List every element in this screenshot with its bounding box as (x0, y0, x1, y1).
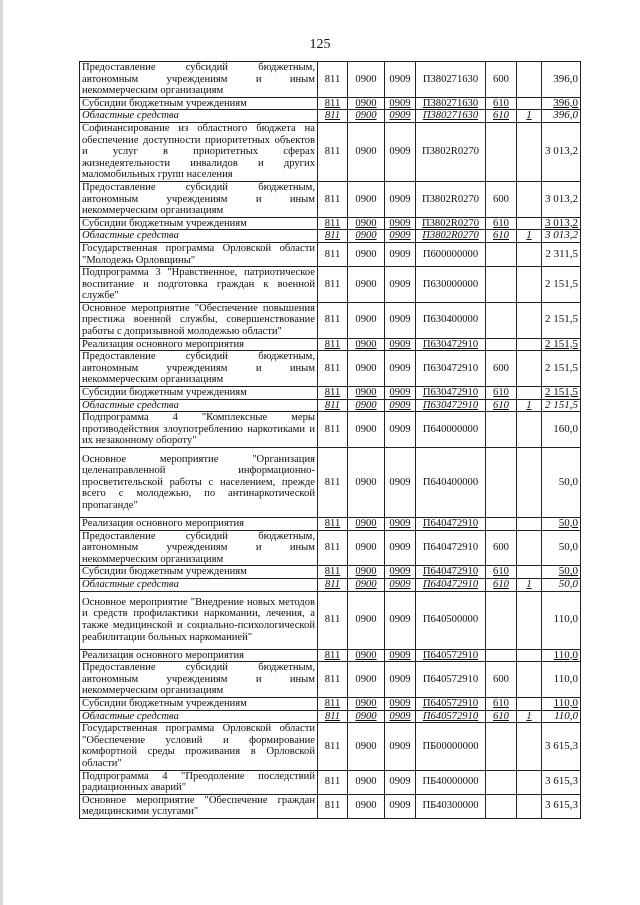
fund-source-code: 1 (517, 399, 542, 412)
table-row (80, 518, 581, 531)
target-article-code: П630472910 (416, 351, 486, 387)
row-name: Подпрограмма 4 "Преодоление последствий радиационных аварий" (80, 770, 318, 794)
fund-source-code (517, 267, 542, 303)
grbs-code: 811 (318, 770, 348, 794)
grbs-code: 811 (318, 530, 348, 566)
target-article-code: П640472910 (416, 578, 486, 591)
amount: 160,0 (542, 412, 581, 448)
row-name: Предоставление субсидий бюджетным, автономным учреждениям и иным некоммерческим организациям (80, 351, 318, 387)
grbs-code: 811 (318, 351, 348, 387)
amount: 3 013,2 (542, 217, 581, 230)
expense-type-code: 610 (486, 399, 517, 412)
row-name: Областные средства (80, 710, 318, 723)
amount: 396,0 (542, 62, 581, 98)
subsection-code: 0909 (385, 242, 416, 266)
budget-table (79, 61, 581, 819)
target-article-code: П380271630 (416, 97, 486, 110)
subsection-code: 0909 (385, 351, 416, 387)
amount: 110,0 (542, 649, 581, 662)
target-article-code: П640000000 (416, 412, 486, 448)
section-code: 0900 (348, 242, 385, 266)
subsection-code: 0909 (385, 578, 416, 591)
table-row (80, 338, 581, 351)
grbs-code: 811 (318, 578, 348, 591)
subsection-code: 0909 (385, 697, 416, 710)
table-row (80, 662, 581, 698)
fund-source-code (517, 566, 542, 579)
subsection-code: 0909 (385, 649, 416, 662)
expense-type-code: 610 (486, 230, 517, 243)
section-code: 0900 (348, 97, 385, 110)
grbs-code: 811 (318, 97, 348, 110)
row-name: Подпрограмма 4 "Комплексные меры противодействия злоупотреблению наркотиками и их незаконному обороту" (80, 412, 318, 448)
expense-type-code: 610 (486, 97, 517, 110)
target-article-code: П3802R0270 (416, 122, 486, 181)
subsection-code: 0909 (385, 448, 416, 518)
expense-type-code: 600 (486, 62, 517, 98)
row-name: Предоставление субсидий бюджетным, автономным учреждениям и иным некоммерческим организациям (80, 662, 318, 698)
section-code: 0900 (348, 302, 385, 338)
grbs-code: 811 (318, 217, 348, 230)
fund-source-code: 1 (517, 110, 542, 123)
expense-type-code: 600 (486, 530, 517, 566)
table-row (80, 62, 581, 98)
table-row (80, 794, 581, 818)
section-code: 0900 (348, 662, 385, 698)
expense-type-code: 610 (486, 110, 517, 123)
amount: 3 615,3 (542, 794, 581, 818)
table-row (80, 770, 581, 794)
subsection-code: 0909 (385, 97, 416, 110)
subsection-code: 0909 (385, 387, 416, 400)
row-name: Реализация основного мероприятия (80, 338, 318, 351)
section-code: 0900 (348, 399, 385, 412)
fund-source-code: 1 (517, 230, 542, 243)
section-code: 0900 (348, 62, 385, 98)
row-name: Областные средства (80, 230, 318, 243)
expense-type-code (486, 338, 517, 351)
amount: 110,0 (542, 591, 581, 649)
row-name: Субсидии бюджетным учреждениям (80, 697, 318, 710)
grbs-code: 811 (318, 662, 348, 698)
section-code: 0900 (348, 230, 385, 243)
amount: 110,0 (542, 697, 581, 710)
fund-source-code (517, 302, 542, 338)
table-row (80, 723, 581, 770)
grbs-code: 811 (318, 387, 348, 400)
target-article-code: П630472910 (416, 399, 486, 412)
expense-type-code (486, 649, 517, 662)
fund-source-code (517, 794, 542, 818)
target-article-code: ПБ40000000 (416, 770, 486, 794)
fund-source-code (517, 649, 542, 662)
expense-type-code (486, 242, 517, 266)
section-code: 0900 (348, 122, 385, 181)
grbs-code: 811 (318, 697, 348, 710)
subsection-code: 0909 (385, 770, 416, 794)
amount: 2 151,5 (542, 387, 581, 400)
amount: 3 615,3 (542, 770, 581, 794)
subsection-code: 0909 (385, 267, 416, 303)
fund-source-code: 1 (517, 578, 542, 591)
row-name: Основное мероприятие "Обеспечение повышения престижа военной службы, совершенствование работы с допризывной молодежью области" (80, 302, 318, 338)
expense-type-code (486, 412, 517, 448)
section-code: 0900 (348, 181, 385, 217)
section-code: 0900 (348, 387, 385, 400)
expense-type-code (486, 591, 517, 649)
section-code: 0900 (348, 578, 385, 591)
amount: 2 311,5 (542, 242, 581, 266)
subsection-code: 0909 (385, 662, 416, 698)
grbs-code: 811 (318, 723, 348, 770)
expense-type-code (486, 770, 517, 794)
expense-type-code (486, 448, 517, 518)
row-name: Областные средства (80, 578, 318, 591)
expense-type-code (486, 122, 517, 181)
subsection-code: 0909 (385, 710, 416, 723)
row-name: Областные средства (80, 110, 318, 123)
row-name: Субсидии бюджетным учреждениям (80, 566, 318, 579)
subsection-code: 0909 (385, 794, 416, 818)
amount: 50,0 (542, 448, 581, 518)
grbs-code: 811 (318, 566, 348, 579)
amount: 2 151,5 (542, 267, 581, 303)
section-code: 0900 (348, 566, 385, 579)
grbs-code: 811 (318, 110, 348, 123)
subsection-code: 0909 (385, 217, 416, 230)
expense-type-code: 600 (486, 662, 517, 698)
expense-type-code: 600 (486, 351, 517, 387)
section-code: 0900 (348, 591, 385, 649)
target-article-code: П640472910 (416, 566, 486, 579)
target-article-code: П640572910 (416, 697, 486, 710)
amount: 50,0 (542, 566, 581, 579)
subsection-code: 0909 (385, 518, 416, 531)
target-article-code: П600000000 (416, 242, 486, 266)
fund-source-code (517, 770, 542, 794)
scan-edge (0, 0, 3, 905)
table-row (80, 110, 581, 123)
target-article-code: П380271630 (416, 62, 486, 98)
grbs-code: 811 (318, 399, 348, 412)
target-article-code: П640500000 (416, 591, 486, 649)
fund-source-code (517, 448, 542, 518)
grbs-code: 811 (318, 242, 348, 266)
amount: 396,0 (542, 97, 581, 110)
grbs-code: 811 (318, 518, 348, 531)
table-row (80, 578, 581, 591)
fund-source-code (517, 530, 542, 566)
amount: 110,0 (542, 662, 581, 698)
section-code: 0900 (348, 448, 385, 518)
target-article-code: ПБ00000000 (416, 723, 486, 770)
row-name: Субсидии бюджетным учреждениям (80, 217, 318, 230)
target-article-code: П3802R0270 (416, 181, 486, 217)
amount: 50,0 (542, 530, 581, 566)
table-row (80, 697, 581, 710)
section-code: 0900 (348, 412, 385, 448)
amount: 2 151,5 (542, 338, 581, 351)
subsection-code: 0909 (385, 399, 416, 412)
expense-type-code (486, 518, 517, 531)
table-row (80, 302, 581, 338)
row-name: Предоставление субсидий бюджетным, автономным учреждениям и иным некоммерческим организациям (80, 62, 318, 98)
target-article-code: ПБ40300000 (416, 794, 486, 818)
grbs-code: 811 (318, 412, 348, 448)
grbs-code: 811 (318, 302, 348, 338)
section-code: 0900 (348, 518, 385, 531)
fund-source-code: 1 (517, 710, 542, 723)
section-code: 0900 (348, 217, 385, 230)
subsection-code: 0909 (385, 122, 416, 181)
amount: 3 615,3 (542, 723, 581, 770)
section-code: 0900 (348, 770, 385, 794)
section-code: 0900 (348, 697, 385, 710)
section-code: 0900 (348, 649, 385, 662)
table-row (80, 649, 581, 662)
expense-type-code: 610 (486, 566, 517, 579)
target-article-code: П640572910 (416, 649, 486, 662)
section-code: 0900 (348, 530, 385, 566)
fund-source-code (517, 181, 542, 217)
section-code: 0900 (348, 794, 385, 818)
subsection-code: 0909 (385, 181, 416, 217)
grbs-code: 811 (318, 181, 348, 217)
grbs-code: 811 (318, 122, 348, 181)
fund-source-code (517, 662, 542, 698)
amount: 110,0 (542, 710, 581, 723)
expense-type-code: 610 (486, 387, 517, 400)
section-code: 0900 (348, 338, 385, 351)
section-code: 0900 (348, 267, 385, 303)
amount: 3 013,2 (542, 230, 581, 243)
row-name: Субсидии бюджетным учреждениям (80, 97, 318, 110)
fund-source-code (517, 122, 542, 181)
row-name: Государственная программа Орловской области "Обеспечение условий и формирование комфортной среды проживания в Орловской области" (80, 723, 318, 770)
fund-source-code (517, 591, 542, 649)
expense-type-code (486, 794, 517, 818)
fund-source-code (517, 338, 542, 351)
row-name: Подпрограмма 3 "Нравственное, патриотическое воспитание и подготовка граждан к военной службе" (80, 267, 318, 303)
row-name: Софинансирование из областного бюджета на обеспечение доступности приоритетных объектов и услуг в приоритетных сферах жизнедеятельности инвалидов и других маломобильных групп населения (80, 122, 318, 181)
amount: 2 151,5 (542, 399, 581, 412)
fund-source-code (517, 387, 542, 400)
table-row (80, 399, 581, 412)
amount: 3 013,2 (542, 181, 581, 217)
table-row (80, 591, 581, 649)
table-row (80, 97, 581, 110)
amount: 50,0 (542, 578, 581, 591)
target-article-code: П640572910 (416, 710, 486, 723)
target-article-code: П640572910 (416, 662, 486, 698)
table-row (80, 351, 581, 387)
row-name: Областные средства (80, 399, 318, 412)
subsection-code: 0909 (385, 591, 416, 649)
grbs-code: 811 (318, 62, 348, 98)
fund-source-code (517, 412, 542, 448)
table-row (80, 217, 581, 230)
row-name: Реализация основного мероприятия (80, 518, 318, 531)
subsection-code: 0909 (385, 723, 416, 770)
table-row (80, 230, 581, 243)
fund-source-code (517, 242, 542, 266)
row-name: Реализация основного мероприятия (80, 649, 318, 662)
amount: 50,0 (542, 518, 581, 531)
expense-type-code: 610 (486, 217, 517, 230)
target-article-code: П630000000 (416, 267, 486, 303)
table-row (80, 242, 581, 266)
table-row (80, 122, 581, 181)
target-article-code: П380271630 (416, 110, 486, 123)
amount: 396,0 (542, 110, 581, 123)
target-article-code: П3802R0270 (416, 230, 486, 243)
row-name: Предоставление субсидий бюджетным, автономным учреждениям и иным некоммерческим организациям (80, 181, 318, 217)
expense-type-code: 610 (486, 697, 517, 710)
row-name: Субсидии бюджетным учреждениям (80, 387, 318, 400)
table-row (80, 710, 581, 723)
target-article-code: П640472910 (416, 518, 486, 531)
row-name: Основное мероприятие "Организация целенаправленной информационно-просветительской работы с населением, прежде всего с молодежью, по антинаркотической пропаганде" (80, 448, 318, 518)
expense-type-code: 610 (486, 710, 517, 723)
table-row (80, 267, 581, 303)
grbs-code: 811 (318, 230, 348, 243)
grbs-code: 811 (318, 794, 348, 818)
grbs-code: 811 (318, 338, 348, 351)
subsection-code: 0909 (385, 230, 416, 243)
section-code: 0900 (348, 710, 385, 723)
fund-source-code (517, 723, 542, 770)
table-row (80, 387, 581, 400)
grbs-code: 811 (318, 710, 348, 723)
fund-source-code (517, 697, 542, 710)
fund-source-code (517, 217, 542, 230)
table-row (80, 530, 581, 566)
grbs-code: 811 (318, 591, 348, 649)
row-name: Основное мероприятие "Внедрение новых методов и средств профилактики наркомании, лечения, а также медицинской и социально-психологической реабилитации больных наркоманией" (80, 591, 318, 649)
fund-source-code (517, 518, 542, 531)
row-name: Основное мероприятие "Обеспечение граждан медицинскими услугами" (80, 794, 318, 818)
subsection-code: 0909 (385, 412, 416, 448)
grbs-code: 811 (318, 649, 348, 662)
expense-type-code: 610 (486, 578, 517, 591)
subsection-code: 0909 (385, 566, 416, 579)
target-article-code: П640472910 (416, 530, 486, 566)
grbs-code: 811 (318, 448, 348, 518)
table-row (80, 181, 581, 217)
page-number: 125 (309, 37, 331, 52)
subsection-code: 0909 (385, 530, 416, 566)
target-article-code: П630472910 (416, 387, 486, 400)
target-article-code: П630400000 (416, 302, 486, 338)
expense-type-code (486, 723, 517, 770)
target-article-code: П630472910 (416, 338, 486, 351)
table-row (80, 412, 581, 448)
amount: 3 013,2 (542, 122, 581, 181)
expense-type-code (486, 302, 517, 338)
subsection-code: 0909 (385, 110, 416, 123)
fund-source-code (517, 351, 542, 387)
section-code: 0900 (348, 110, 385, 123)
fund-source-code (517, 62, 542, 98)
subsection-code: 0909 (385, 302, 416, 338)
table-row (80, 566, 581, 579)
row-name: Предоставление субсидий бюджетным, автономным учреждениям и иным некоммерческим организациям (80, 530, 318, 566)
grbs-code: 811 (318, 267, 348, 303)
section-code: 0900 (348, 351, 385, 387)
expense-type-code (486, 267, 517, 303)
target-article-code: П640400000 (416, 448, 486, 518)
subsection-code: 0909 (385, 338, 416, 351)
fund-source-code (517, 97, 542, 110)
amount: 2 151,5 (542, 351, 581, 387)
subsection-code: 0909 (385, 62, 416, 98)
row-name: Государственная программа Орловской области "Молодежь Орловщины" (80, 242, 318, 266)
amount: 2 151,5 (542, 302, 581, 338)
section-code: 0900 (348, 723, 385, 770)
table-row (80, 448, 581, 518)
expense-type-code: 600 (486, 181, 517, 217)
target-article-code: П3802R0270 (416, 217, 486, 230)
